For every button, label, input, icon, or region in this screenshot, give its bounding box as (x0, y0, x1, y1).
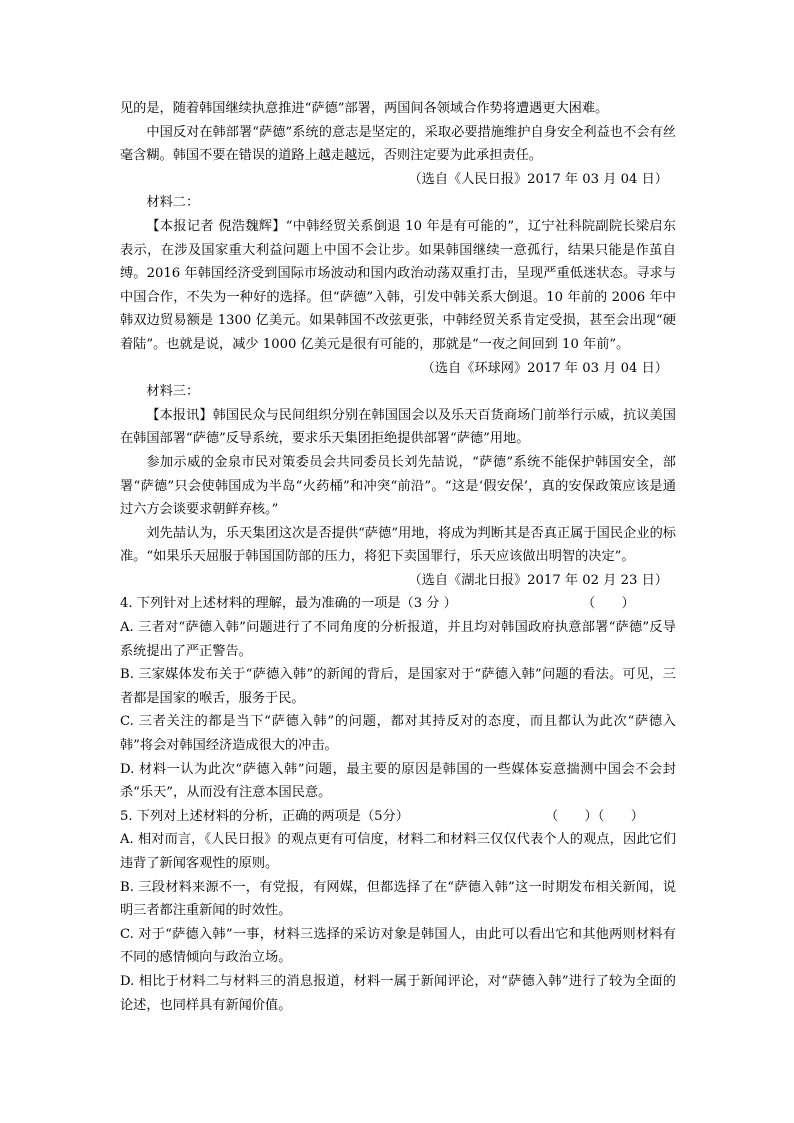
question-4-text: 4. 下列针对上述材料的理解，最为准确的一项是（3 分 ） (120, 596, 457, 612)
question-4-option-b: B. 三家媒体发布关于“萨德入韩”的新闻的背后，是国家对于“萨德入韩”问题的看法。可见，三者都是国家的喉舌，服务于民。 (120, 667, 676, 706)
material2-heading: 材料二： (146, 195, 200, 211)
question-5 (120, 805, 676, 1017)
question-5-option-b: B. 三段材料来源不一，有党报，有网媒，但都选择了在“萨德入韩”这一时期发布相关新闻，说明三者都注重新闻的时效性。 (120, 879, 676, 919)
material3-heading: 材料三： (146, 384, 200, 400)
question-4-option-d: D. 材料一认为此次“萨德入韩”问题，最主要的原因是韩国的一些媒体妄意揣测中国会不会封杀“乐天”，从而没有注意本国民意。 (120, 761, 676, 801)
material3-source: （选自《湖北日报》2017 年 02 月 23 日） (408, 572, 668, 588)
material3-body-2: 参加示威的金泉市民对策委员会共同委员长刘先喆说，“萨德”系统不能保护韩国安全，部署“萨德”只会使韩国成为半岛“火药桶”和冲突“前沿”。“这是‘假安保’，真的安保政策应该是通过六方会谈要求朝鲜弃核。” (120, 454, 676, 518)
material1-source: （选自《人民日报》2017 年 03 月 04 日） (408, 171, 668, 187)
question-5-option-c: C. 对于“萨德入韩”一事，材料三选择的采访对象是韩国人，由此可以看出它和其他两则材料有不同的感情倾向与政治立场。 (120, 926, 676, 966)
document-page (120, 97, 676, 1017)
question-5-option-d: D. 相比于材料二与材料三的消息报道，材料一属于新闻评论，对“萨德入韩”进行了较为全面的论述，也同样具有新闻价值。 (120, 973, 676, 1013)
question-5-answer-blanks[interactable]: （ ）（ ） (545, 808, 644, 824)
question-4-option-a: A. 三者对“萨德入韩”问题进行了不同角度的分析报道，并且均对韩国政府执意部署“萨德”反导系统提出了严正警告。 (120, 620, 676, 659)
material3-body-3: 刘先喆认为，乐天集团这次是否提供“萨德”用地，将成为判断其是否真正属于国民企业的标准。“如果乐天屈服于韩国国防部的压力，将犯下卖国罪行，乐天应该做出明智的决定”。 (120, 525, 676, 565)
question-5-option-a: A. 相对而言，《人民日报》的观点更有可信度，材料二和材料三仅仅代表个人的观点，因此它们违背了新闻客观性的原则。 (120, 832, 676, 871)
material2-body: 【本报记者 倪浩魏辉】“中韩经贸关系倒退 10 年是有可能的”，辽宁社科院副院长梁启东表示，在涉及国家重大利益问题上中国不会让步。如果韩国继续一意孤行，结果只能是作茧自缚。2016 年韩国经济受到国际市场波动和国内政治动荡双重打击，呈现严重低迷状态。寻求与中国合作，不失为一种好的选择。但“萨德”入韩，引发中韩关系大倒退。10 年前的 2006 年中韩双边贸易额是 1300 亿美元。如果韩国不改弦更张，中韩经贸关系肯定受损，甚至会出现“硬着陆”。也就是说，减少 1000 亿美元是很有可能的，那就是“一夜之间回到 10 年前”。 (120, 218, 676, 352)
material1-tail: 见的是，随着韩国继续执意推进“萨德”部署，两国间各领域合作势将遭遇更大困难。 (120, 101, 609, 116)
material3-body-1: 【本报讯】韩国民众与民间组织分别在韩国国会以及乐天百货商场门前举行示威，抗议美国在韩国部署“萨德”反导系统，要求乐天集团拒绝提供部署“萨德”用地。 (120, 407, 676, 447)
question-4-answer-blank[interactable]: （ ） (582, 596, 635, 612)
question-5-text: 5. 下列对上述材料的分析，正确的两项是（5分） (120, 808, 409, 824)
question-4-stem (120, 592, 676, 616)
question-4-option-c: C. 三者关注的都是当下“萨德入韩”的问题，都对其持反对的态度，而且都认为此次“萨德入韩”将会对韩国经济造成很大的冲击。 (120, 714, 676, 754)
question-4 (120, 592, 676, 804)
question-5-stem (120, 805, 676, 829)
material1-conclusion: 中国反对在韩部署“萨德”系统的意志是坚定的，采取必要措施维护自身安全利益也不会有丝毫含糊。韩国不要在错误的道路上越走越远，否则注定要为此承担责任。 (120, 124, 676, 164)
material2-source: （选自《环球网》2017 年 03 月 04 日） (421, 360, 668, 376)
